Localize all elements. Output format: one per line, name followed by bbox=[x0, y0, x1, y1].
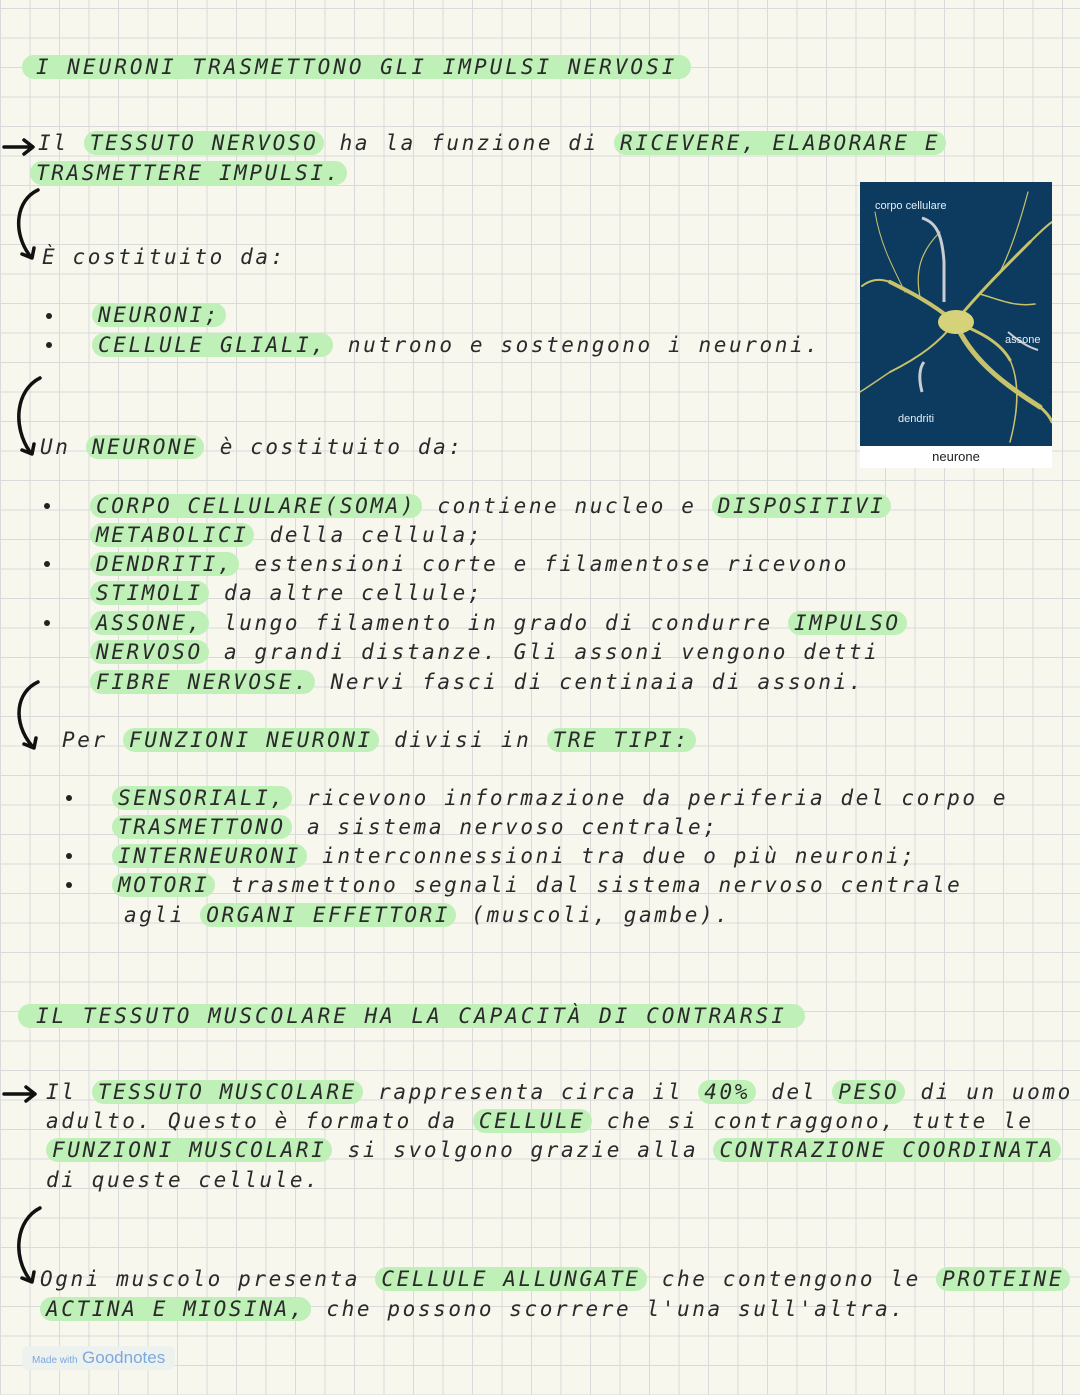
type-motori-line-1: MOTORI trasmettono segnali dal sistema nervoso centrale bbox=[112, 870, 962, 900]
bullet-dot bbox=[46, 313, 52, 319]
bullet-dot bbox=[44, 503, 50, 509]
intro-line-1: Il TESSUTO NERVOSO ha la funzione di RICEVERE, ELABORARE E bbox=[38, 128, 946, 158]
bullet-dot bbox=[44, 620, 50, 626]
right-arrow-icon bbox=[2, 1083, 42, 1105]
list-item-cellule-gliali: CELLULE GLIALI, nutrono e sostengono i neuroni. bbox=[92, 330, 820, 360]
part-soma-line-2: METABOLICI della cellula; bbox=[90, 520, 483, 550]
part-assone-line-3: FIBRE NERVOSE. Nervi fasci di centinaia di assoni. bbox=[90, 667, 864, 697]
neuron-intro: Un NEURONE è costituito da: bbox=[40, 435, 464, 459]
muscle-para-line-4: di queste cellule. bbox=[46, 1168, 321, 1192]
muscle-para2-line-1: Ogni muscolo presenta CELLULE ALLUNGATE che contengono le PROTEINE bbox=[40, 1264, 1070, 1294]
label-dendriti: dendriti bbox=[898, 413, 935, 425]
types-intro: Per FUNZIONI NEURONI divisi in TRE TIPI: bbox=[62, 725, 696, 755]
intro-line-2: TRASMETTERE IMPULSI. bbox=[30, 158, 347, 188]
bullet-dot bbox=[44, 561, 50, 567]
goodnotes-badge: Made with Goodnotes bbox=[22, 1346, 175, 1370]
muscle-para-line-3: FUNZIONI MUSCOLARI si svolgono grazie alla CONTRAZIONE COORDINATA bbox=[46, 1135, 1061, 1165]
list-item-neuroni: NEURONI; bbox=[92, 300, 226, 330]
part-assone-line-2: NERVOSO a grandi distanze. Gli assoni vengono detti bbox=[90, 637, 879, 667]
part-dendriti-line-2: STIMOLI da altre cellule; bbox=[90, 578, 483, 608]
muscle-para-line-1: Il TESSUTO MUSCOLARE rappresenta circa il 40% del PESO di un uomo bbox=[46, 1080, 1073, 1104]
neuron-image bbox=[860, 182, 1052, 446]
section1-title: I NEURONI TRASMETTONO GLI IMPULSI NERVOSI bbox=[22, 52, 691, 82]
composed-by-text: È costituito da: bbox=[42, 245, 286, 269]
section2-title: IL TESSUTO MUSCOLARE HA LA CAPACITÀ DI CONTRARSI bbox=[18, 1001, 805, 1031]
type-sensoriali-line-2: TRASMETTONO a sistema nervoso centrale; bbox=[112, 812, 719, 842]
bullet-dot bbox=[66, 795, 72, 801]
part-soma-line-1: CORPO CELLULARE(SOMA) contiene nucleo e DISPOSITIVI bbox=[90, 491, 891, 521]
label-assone: assone bbox=[1005, 334, 1041, 346]
type-motori-line-2: agli ORGANI EFFETTORI (muscoli, gambe). bbox=[124, 903, 731, 927]
neuron-illustration bbox=[860, 182, 1052, 446]
curved-arrow-icon bbox=[8, 678, 48, 754]
muscle-para2-line-2: ACTINA E MIOSINA, che possono scorrere l'una sull'altra. bbox=[40, 1294, 906, 1324]
part-dendriti-line-1: DENDRITI, estensioni corte e filamentose ricevono bbox=[90, 549, 849, 579]
bullet-dot bbox=[46, 342, 52, 348]
right-arrow-icon bbox=[2, 136, 38, 156]
bullet-dot bbox=[66, 882, 72, 888]
image-caption: neurone bbox=[860, 446, 1052, 468]
type-sensoriali-line-1: SENSORIALI, ricevono informazione da periferia del corpo e bbox=[112, 783, 1008, 813]
bullet-dot bbox=[66, 853, 72, 859]
type-interneuroni: INTERNEURONI interconnessioni tra due o più neuroni; bbox=[112, 841, 917, 871]
part-assone-line-1: ASSONE, lungo filamento in grado di condurre IMPULSO bbox=[90, 608, 907, 638]
muscle-para-line-2: adulto. Questo è formato da CELLULE che si contraggono, tutte le bbox=[46, 1109, 1034, 1133]
label-corpo-cellulare: corpo cellulare bbox=[875, 200, 947, 212]
